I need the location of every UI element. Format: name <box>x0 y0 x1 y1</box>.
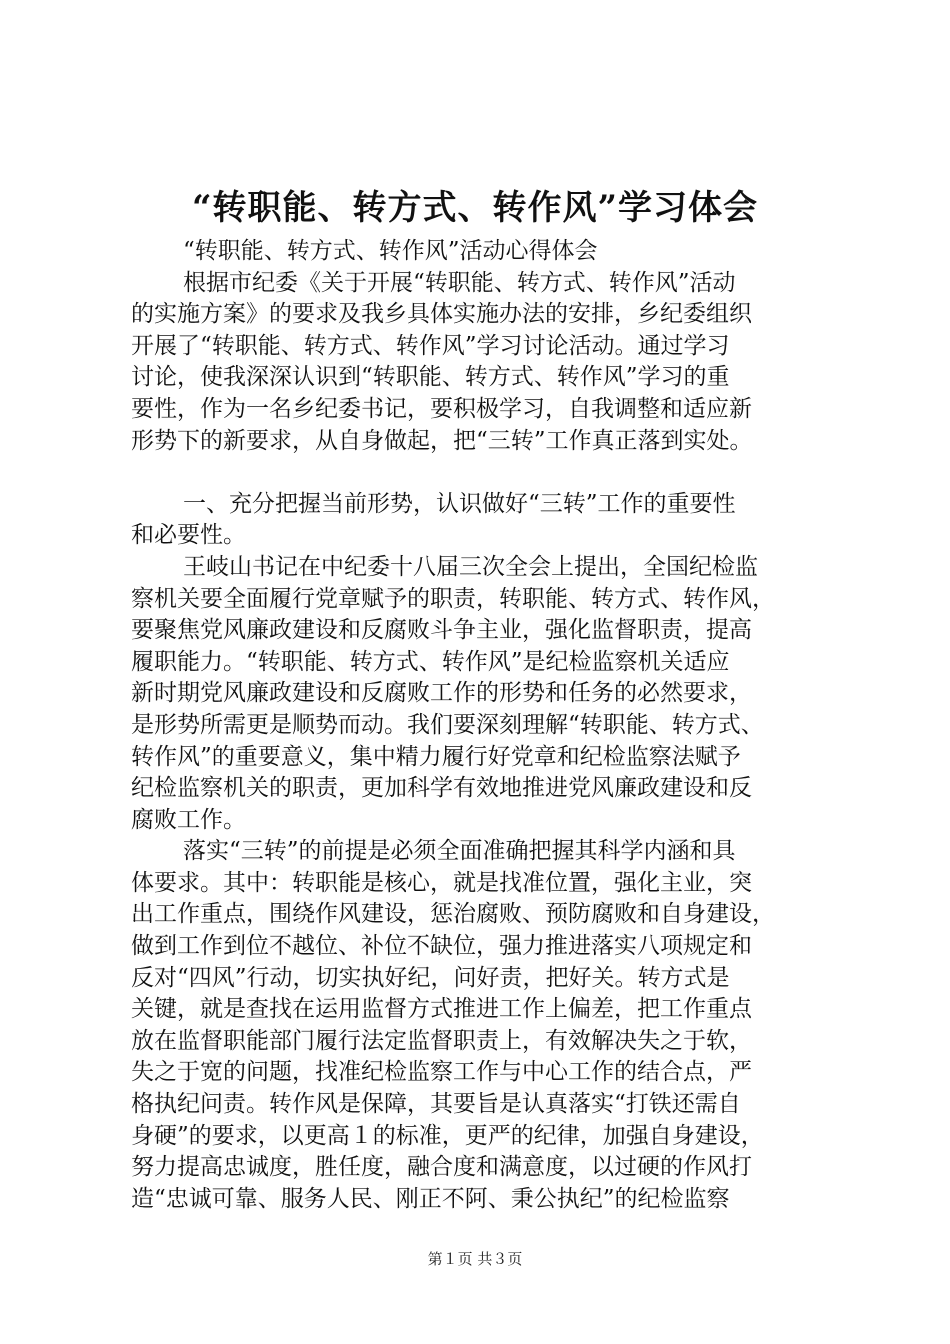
text-line: 的实施方案》的要求及我乡具体实施办法的安排，乡纪委组织 <box>131 301 752 328</box>
text-line: 身硬”的要求，以更高１的标准，更严的纪律，加强自身建设， <box>131 1122 764 1149</box>
text-line: 察机关要全面履行党章赋予的职责，转职能、转方式、转作风， <box>131 585 775 612</box>
text-line: 是形势所需更是顺势而动。我们要深刻理解“转职能、转方式、 <box>131 711 764 738</box>
text-line: 开展了“转职能、转方式、转作风”学习讨论活动。通过学习 <box>131 332 730 359</box>
text-line: 出工作重点，围绕作风建设，惩治腐败、预防腐败和自身建设， <box>131 901 775 928</box>
text-line: 转作风”的重要意义，集中精力履行好党章和纪检监察法赋予 <box>131 743 741 770</box>
text-line: 根据市纪委《关于开展“转职能、转方式、转作风”活动 <box>183 269 736 296</box>
text-line: 努力提高忠诚度，胜任度，融合度和满意度，以过硬的作风打 <box>131 1154 752 1181</box>
text-line: 失之于宽的问题，找准纪检监察工作与中心工作的结合点，严 <box>131 1059 752 1086</box>
page-footer: 第１页 共３页 <box>427 1250 523 1268</box>
text-line: 形势下的新要求，从自身做起，把“三转”工作真正落到实处。 <box>131 427 753 454</box>
text-line: 做到工作到位不越位、补位不缺位，强力推进落实八项规定和 <box>131 933 752 960</box>
text-line: “转职能、转方式、转作风”活动心得体会 <box>183 238 598 264</box>
text-line: 新时期党风廉政建设和反腐败工作的形势和任务的必然要求， <box>131 680 752 707</box>
text-line: 要聚焦党风廉政建设和反腐败斗争主业，强化监督职责，提高 <box>131 617 752 644</box>
text-line: 和必要性。 <box>131 522 246 549</box>
text-line: 纪检监察机关的职责，更加科学有效地推进党风廉政建设和反 <box>131 775 752 802</box>
text-line: 落实“三转”的前提是必须全面准确把握其科学内涵和具 <box>183 838 736 865</box>
text-line: 要性，作为一名乡纪委书记，要积极学习，自我调整和适应新 <box>131 395 752 422</box>
text-line: 格执纪问责。转作风是保障，其要旨是认真落实“打铁还需自 <box>131 1091 741 1118</box>
text-line: 反对“四风”行动，切实执好纪，问好责，把好关。转方式是 <box>131 964 730 991</box>
text-line: 造“忠诚可靠、服务人民、刚正不阿、秉公执纪”的纪检监察 <box>131 1185 730 1212</box>
text-line: 关键，就是查找在运用监督方式推进工作上偏差，把工作重点 <box>131 996 752 1023</box>
document-body <box>131 236 831 1215</box>
document-title: “转职能、转方式、转作风”学习体会 <box>191 188 759 228</box>
text-line: 腐败工作。 <box>131 806 246 833</box>
text-line: 一、充分把握当前形势，认识做好“三转”工作的重要性 <box>183 490 736 517</box>
text-line: 体要求。其中：转职能是核心，就是找准位置，强化主业，突 <box>131 869 752 896</box>
blank-line <box>131 457 831 489</box>
text-line: 履职能力。“转职能、转方式、转作风”是纪检监察机关适应 <box>131 648 730 675</box>
text-line: 讨论，使我深深认识到“转职能、转方式、转作风”学习的重 <box>131 364 730 391</box>
text-line: 王岐山书记在中纪委十八届三次全会上提出，全国纪检监 <box>183 553 758 580</box>
text-line: 放在监督职能部门履行法定监督职责上，有效解决失之于软， <box>131 1027 752 1054</box>
